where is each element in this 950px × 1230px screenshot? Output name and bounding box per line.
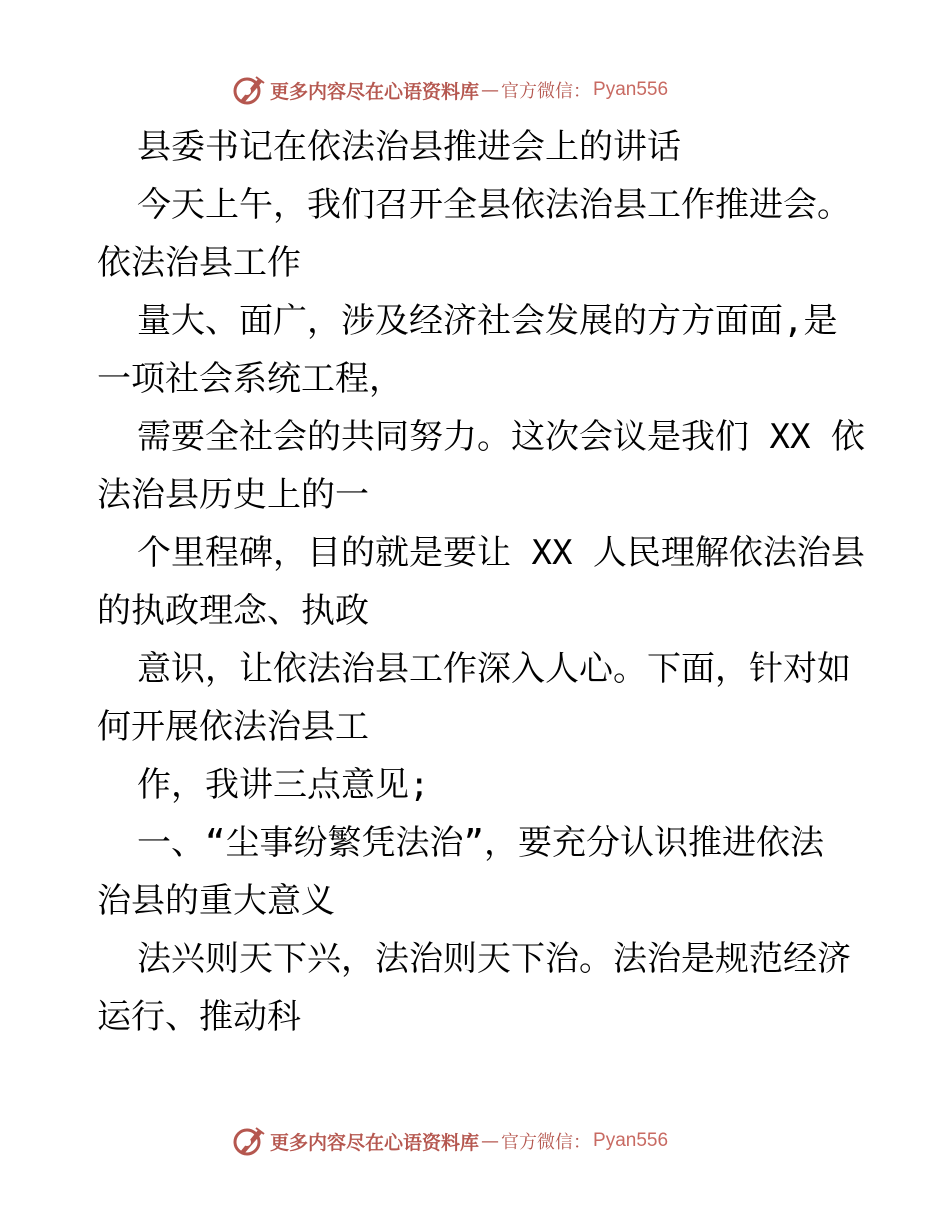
- feather-pen-circle-icon: [232, 73, 266, 107]
- text-line: 量大、面广，涉及经济社会发展的方方面面,是: [137, 301, 838, 341]
- text-line: 今天上午，我们召开全县依法治县工作推进会。: [137, 185, 851, 225]
- document-body: [97, 118, 865, 1046]
- watermark-wechat-id: Pyan556: [593, 79, 669, 100]
- watermark-wechat-label: 官方微信：: [501, 1132, 592, 1153]
- text-line: 个里程碑，目的就是要让 XX 人民理解依法治县: [137, 533, 865, 573]
- text-line: 作，我讲三点意见;: [137, 765, 430, 805]
- watermark-site-text: 更多内容尽在心语资料库: [270, 80, 480, 103]
- header-watermark: [232, 70, 668, 110]
- feather-pen-circle-icon: [232, 1124, 266, 1158]
- watermark-wechat-id: Pyan556: [593, 1130, 669, 1151]
- text-line: 法兴则天下兴，法治则天下治。法治是规范经济: [137, 939, 851, 979]
- watermark-wechat-label: 官方微信：: [501, 81, 592, 102]
- text-line: 一项社会系统工程，: [97, 359, 403, 399]
- text-line: 依法治县工作: [97, 243, 301, 283]
- text-line: 法治县历史上的一: [97, 475, 369, 515]
- text-line: 的执政理念、执政: [97, 591, 369, 631]
- text-line: 意识，让依法治县工作深入人心。下面，针对如: [137, 649, 851, 689]
- text-line: 县委书记在依法治县推进会上的讲话: [137, 127, 681, 167]
- text-line: 一、“尘事纷繁凭法治”，要充分认识推进依法: [137, 823, 824, 863]
- text-line: 运行、推动科: [97, 997, 301, 1037]
- footer-watermark: [232, 1121, 668, 1161]
- watermark-dash: —: [481, 79, 500, 101]
- watermark-site-text: 更多内容尽在心语资料库: [270, 1131, 480, 1154]
- text-line: 需要全社会的共同努力。这次会议是我们 XX 依: [137, 417, 865, 457]
- text-line: 治县的重大意义: [97, 881, 335, 921]
- text-line: 何开展依法治县工: [97, 707, 369, 747]
- watermark-dash: —: [481, 1130, 500, 1152]
